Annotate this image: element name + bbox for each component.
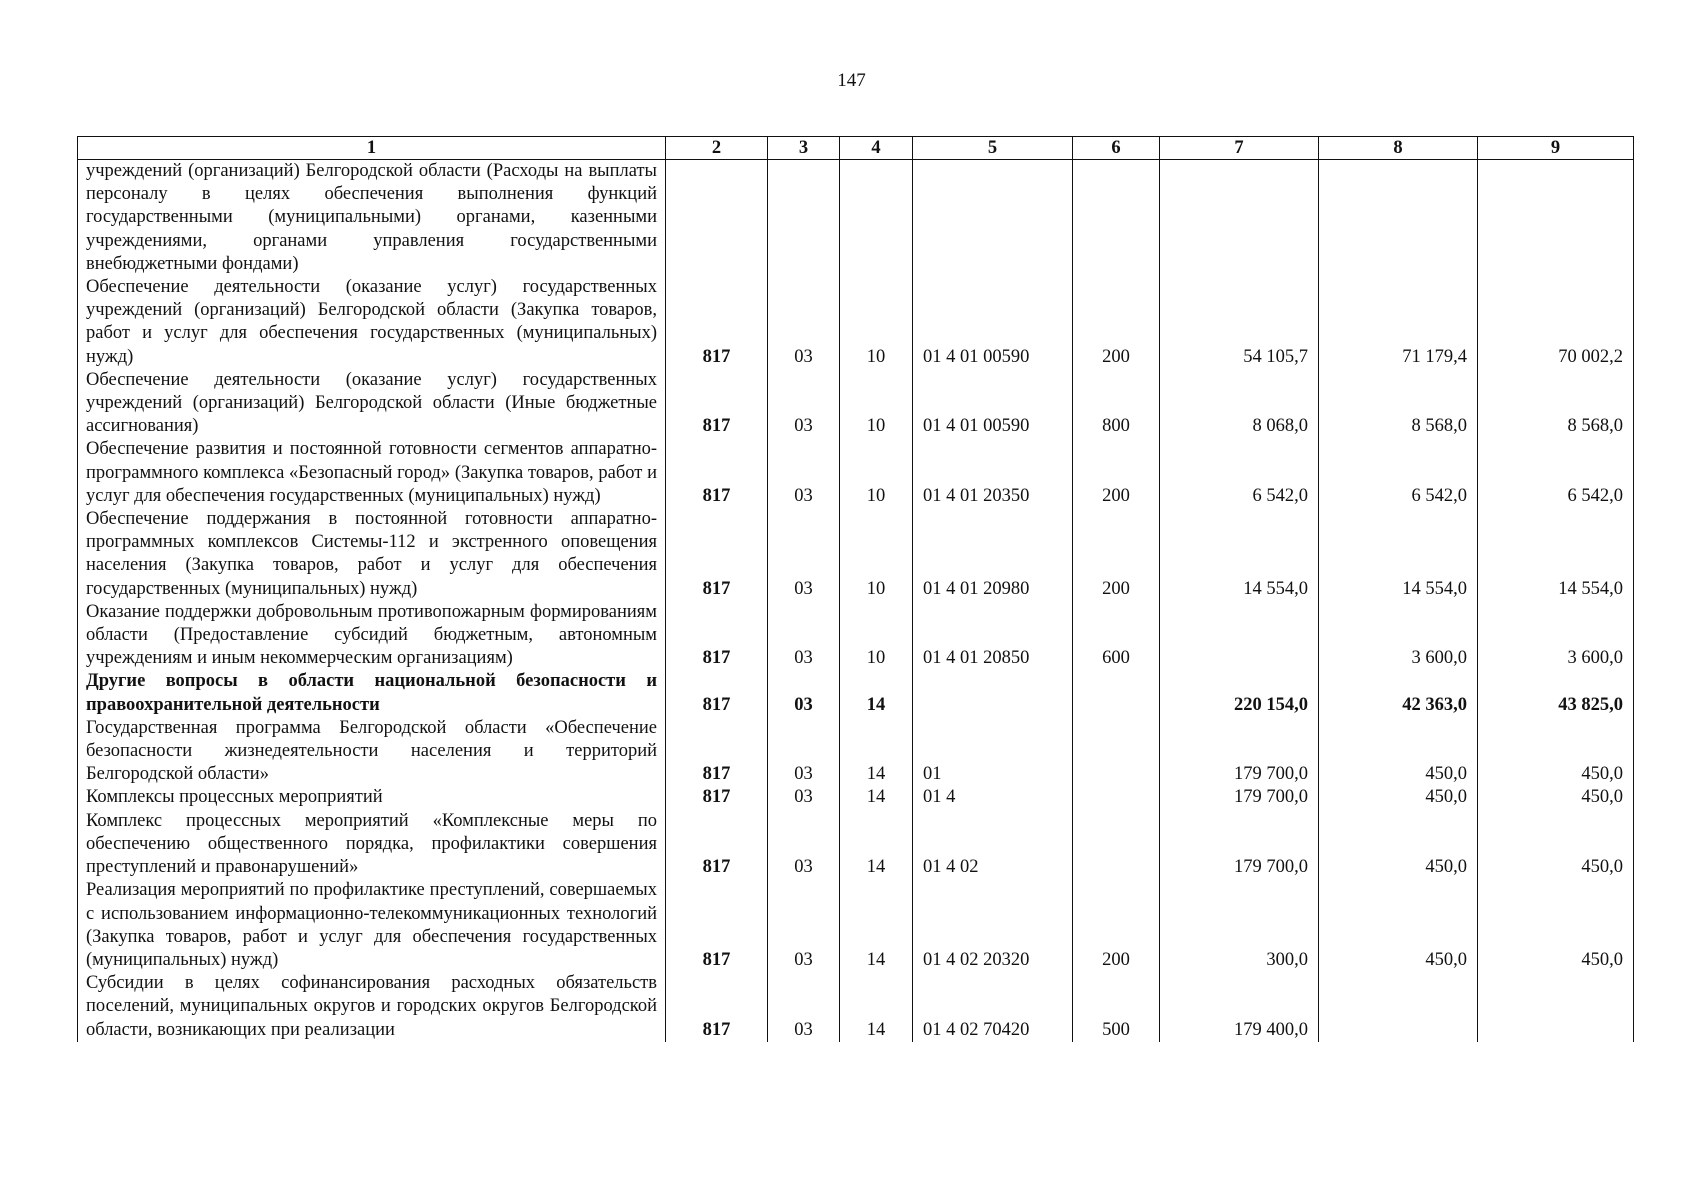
- column-header-1: 1: [78, 137, 666, 160]
- table-row: [78, 879, 1634, 972]
- cell-col-2: 817: [666, 601, 768, 671]
- column-header-2: 2: [666, 137, 768, 160]
- cell-col-7: 179 700,0: [1160, 717, 1319, 787]
- cell-col-8: [1319, 160, 1478, 277]
- cell-col-4: 14: [840, 717, 913, 787]
- row-description: Комплексы процессных мероприятий: [78, 786, 666, 809]
- row-description: Реализация мероприятий по профилактике преступлений, совершаемых с использованием информационно-телекоммуникационных технологий (Закупка товаров, работ и услуг для обеспечения государственных (муниципальных) нужд): [78, 879, 666, 972]
- cell-col-8: [1319, 972, 1478, 1042]
- cell-col-4: 14: [840, 972, 913, 1042]
- cell-col-4: [840, 160, 913, 277]
- cell-col-9: [1478, 972, 1634, 1042]
- row-description: Субсидии в целях софинансирования расходных обязательств поселений, муниципальных округов и городских округов Белгородской области, возникающих при реализации: [78, 972, 666, 1042]
- cell-col-2: [666, 160, 768, 277]
- cell-col-3: [768, 160, 840, 277]
- cell-col-3: 03: [768, 369, 840, 439]
- table-row: [78, 786, 1634, 809]
- cell-col-3: 03: [768, 276, 840, 369]
- cell-col-4: 14: [840, 810, 913, 880]
- cell-col-8: 3 600,0: [1319, 601, 1478, 671]
- cell-col-7: 179 700,0: [1160, 786, 1319, 809]
- cell-col-4: 14: [840, 879, 913, 972]
- cell-col-9: 450,0: [1478, 810, 1634, 880]
- row-description: Обеспечение деятельности (оказание услуг) государственных учреждений (организаций) Белгородской области (Иные бюджетные ассигнования): [78, 369, 666, 439]
- cell-col-5: 01 4 01 00590: [913, 276, 1073, 369]
- table-row: [78, 438, 1634, 508]
- cell-col-2: 817: [666, 670, 768, 716]
- row-description: учреждений (организаций) Белгородской области (Расходы на выплаты персоналу в целях обеспечения выполнения функций государственными (муниципальными) органами, казенными учреждениями, органами управления государственными внебюджетными фондами): [78, 160, 666, 277]
- cell-col-2: 817: [666, 972, 768, 1042]
- table-row: [78, 972, 1634, 1042]
- cell-col-8: 42 363,0: [1319, 670, 1478, 716]
- cell-col-2: 817: [666, 810, 768, 880]
- cell-col-8: 450,0: [1319, 786, 1478, 809]
- cell-col-3: 03: [768, 810, 840, 880]
- cell-col-2: 817: [666, 879, 768, 972]
- cell-col-4: 14: [840, 670, 913, 716]
- cell-col-4: 10: [840, 601, 913, 671]
- column-header-9: 9: [1478, 137, 1634, 160]
- cell-col-8: 71 179,4: [1319, 276, 1478, 369]
- cell-col-9: 14 554,0: [1478, 508, 1634, 601]
- cell-col-7: 8 068,0: [1160, 369, 1319, 439]
- cell-col-5: 01 4 01 20350: [913, 438, 1073, 508]
- cell-col-7: [1160, 160, 1319, 277]
- cell-col-4: 10: [840, 508, 913, 601]
- cell-col-7: 220 154,0: [1160, 670, 1319, 716]
- page-number: 147: [837, 70, 866, 91]
- cell-col-9: [1478, 160, 1634, 277]
- cell-col-8: 8 568,0: [1319, 369, 1478, 439]
- table-row: [78, 508, 1634, 601]
- column-header-5: 5: [913, 137, 1073, 160]
- cell-col-5: 01 4 02: [913, 810, 1073, 880]
- cell-col-5: 01 4 02 70420: [913, 972, 1073, 1042]
- cell-col-6: [1073, 670, 1160, 716]
- cell-col-5: [913, 670, 1073, 716]
- cell-col-3: 03: [768, 508, 840, 601]
- cell-col-7: 54 105,7: [1160, 276, 1319, 369]
- cell-col-7: [1160, 601, 1319, 671]
- cell-col-7: 300,0: [1160, 879, 1319, 972]
- column-header-7: 7: [1160, 137, 1319, 160]
- row-description: Обеспечение развития и постоянной готовности сегментов аппаратно-программного комплекса «Безопасный город» (Закупка товаров, работ и услуг для обеспечения государственных (муниципальных) нужд): [78, 438, 666, 508]
- cell-col-2: 817: [666, 717, 768, 787]
- cell-col-6: 500: [1073, 972, 1160, 1042]
- column-header-8: 8: [1319, 137, 1478, 160]
- table-body: [78, 160, 1634, 1042]
- cell-col-6: [1073, 786, 1160, 809]
- table-row: [78, 717, 1634, 787]
- cell-col-4: 14: [840, 786, 913, 809]
- cell-col-2: 817: [666, 438, 768, 508]
- cell-col-2: 817: [666, 276, 768, 369]
- table-row: [78, 670, 1634, 716]
- cell-col-4: 10: [840, 369, 913, 439]
- row-description: Комплекс процессных мероприятий «Комплексные меры по обеспечению общественного порядка, профилактики совершения преступлений и правонарушений»: [78, 810, 666, 880]
- cell-col-2: 817: [666, 508, 768, 601]
- column-header-3: 3: [768, 137, 840, 160]
- cell-col-6: 200: [1073, 276, 1160, 369]
- cell-col-6: 800: [1073, 369, 1160, 439]
- cell-col-9: 6 542,0: [1478, 438, 1634, 508]
- cell-col-5: 01 4 01 00590: [913, 369, 1073, 439]
- cell-col-6: [1073, 160, 1160, 277]
- cell-col-6: [1073, 810, 1160, 880]
- cell-col-5: 01 4 01 20980: [913, 508, 1073, 601]
- cell-col-8: 6 542,0: [1319, 438, 1478, 508]
- row-description: Обеспечение поддержания в постоянной готовности аппаратно-программных комплексов Системы-112 и экстренного оповещения населения (Закупка товаров, работ и услуг для обеспечения государственных (муниципальных) нужд): [78, 508, 666, 601]
- row-description: Обеспечение деятельности (оказание услуг) государственных учреждений (организаций) Белгородской области (Закупка товаров, работ и услуг для обеспечения государственных (муниципальных) нужд): [78, 276, 666, 369]
- cell-col-5: 01: [913, 717, 1073, 787]
- cell-col-6: 600: [1073, 601, 1160, 671]
- column-header-6: 6: [1073, 137, 1160, 160]
- cell-col-3: 03: [768, 717, 840, 787]
- cell-col-3: 03: [768, 972, 840, 1042]
- cell-col-6: 200: [1073, 508, 1160, 601]
- cell-col-9: 3 600,0: [1478, 601, 1634, 671]
- cell-col-7: 6 542,0: [1160, 438, 1319, 508]
- cell-col-5: 01 4 01 20850: [913, 601, 1073, 671]
- cell-col-9: 43 825,0: [1478, 670, 1634, 716]
- cell-col-6: 200: [1073, 879, 1160, 972]
- cell-col-8: 450,0: [1319, 717, 1478, 787]
- table-header-row: [78, 137, 1634, 160]
- cell-col-3: 03: [768, 670, 840, 716]
- cell-col-9: 450,0: [1478, 717, 1634, 787]
- budget-table: [77, 136, 1634, 1042]
- table-row: [78, 160, 1634, 277]
- cell-col-6: 200: [1073, 438, 1160, 508]
- cell-col-3: 03: [768, 438, 840, 508]
- table-row: [78, 601, 1634, 671]
- cell-col-5: 01 4: [913, 786, 1073, 809]
- cell-col-4: 10: [840, 276, 913, 369]
- table-row: [78, 369, 1634, 439]
- cell-col-9: 450,0: [1478, 786, 1634, 809]
- cell-col-7: 179 700,0: [1160, 810, 1319, 880]
- cell-col-6: [1073, 717, 1160, 787]
- row-description: Другие вопросы в области национальной безопасности и правоохранительной деятельности: [78, 670, 666, 716]
- row-description: Государственная программа Белгородской области «Обеспечение безопасности жизнедеятельности населения и территорий Белгородской области»: [78, 717, 666, 787]
- cell-col-9: 70 002,2: [1478, 276, 1634, 369]
- cell-col-2: 817: [666, 369, 768, 439]
- table-row: [78, 810, 1634, 880]
- cell-col-8: 450,0: [1319, 879, 1478, 972]
- cell-col-5: 01 4 02 20320: [913, 879, 1073, 972]
- cell-col-9: 8 568,0: [1478, 369, 1634, 439]
- cell-col-8: 450,0: [1319, 810, 1478, 880]
- column-header-4: 4: [840, 137, 913, 160]
- cell-col-9: 450,0: [1478, 879, 1634, 972]
- cell-col-3: 03: [768, 601, 840, 671]
- row-description: Оказание поддержки добровольным противопожарным формированиям области (Предоставление субсидий бюджетным, автономным учреждениям и иным некоммерческим организациям): [78, 601, 666, 671]
- cell-col-4: 10: [840, 438, 913, 508]
- cell-col-7: 179 400,0: [1160, 972, 1319, 1042]
- cell-col-5: [913, 160, 1073, 277]
- cell-col-2: 817: [666, 786, 768, 809]
- cell-col-3: 03: [768, 786, 840, 809]
- cell-col-3: 03: [768, 879, 840, 972]
- cell-col-7: 14 554,0: [1160, 508, 1319, 601]
- cell-col-8: 14 554,0: [1319, 508, 1478, 601]
- table-row: [78, 276, 1634, 369]
